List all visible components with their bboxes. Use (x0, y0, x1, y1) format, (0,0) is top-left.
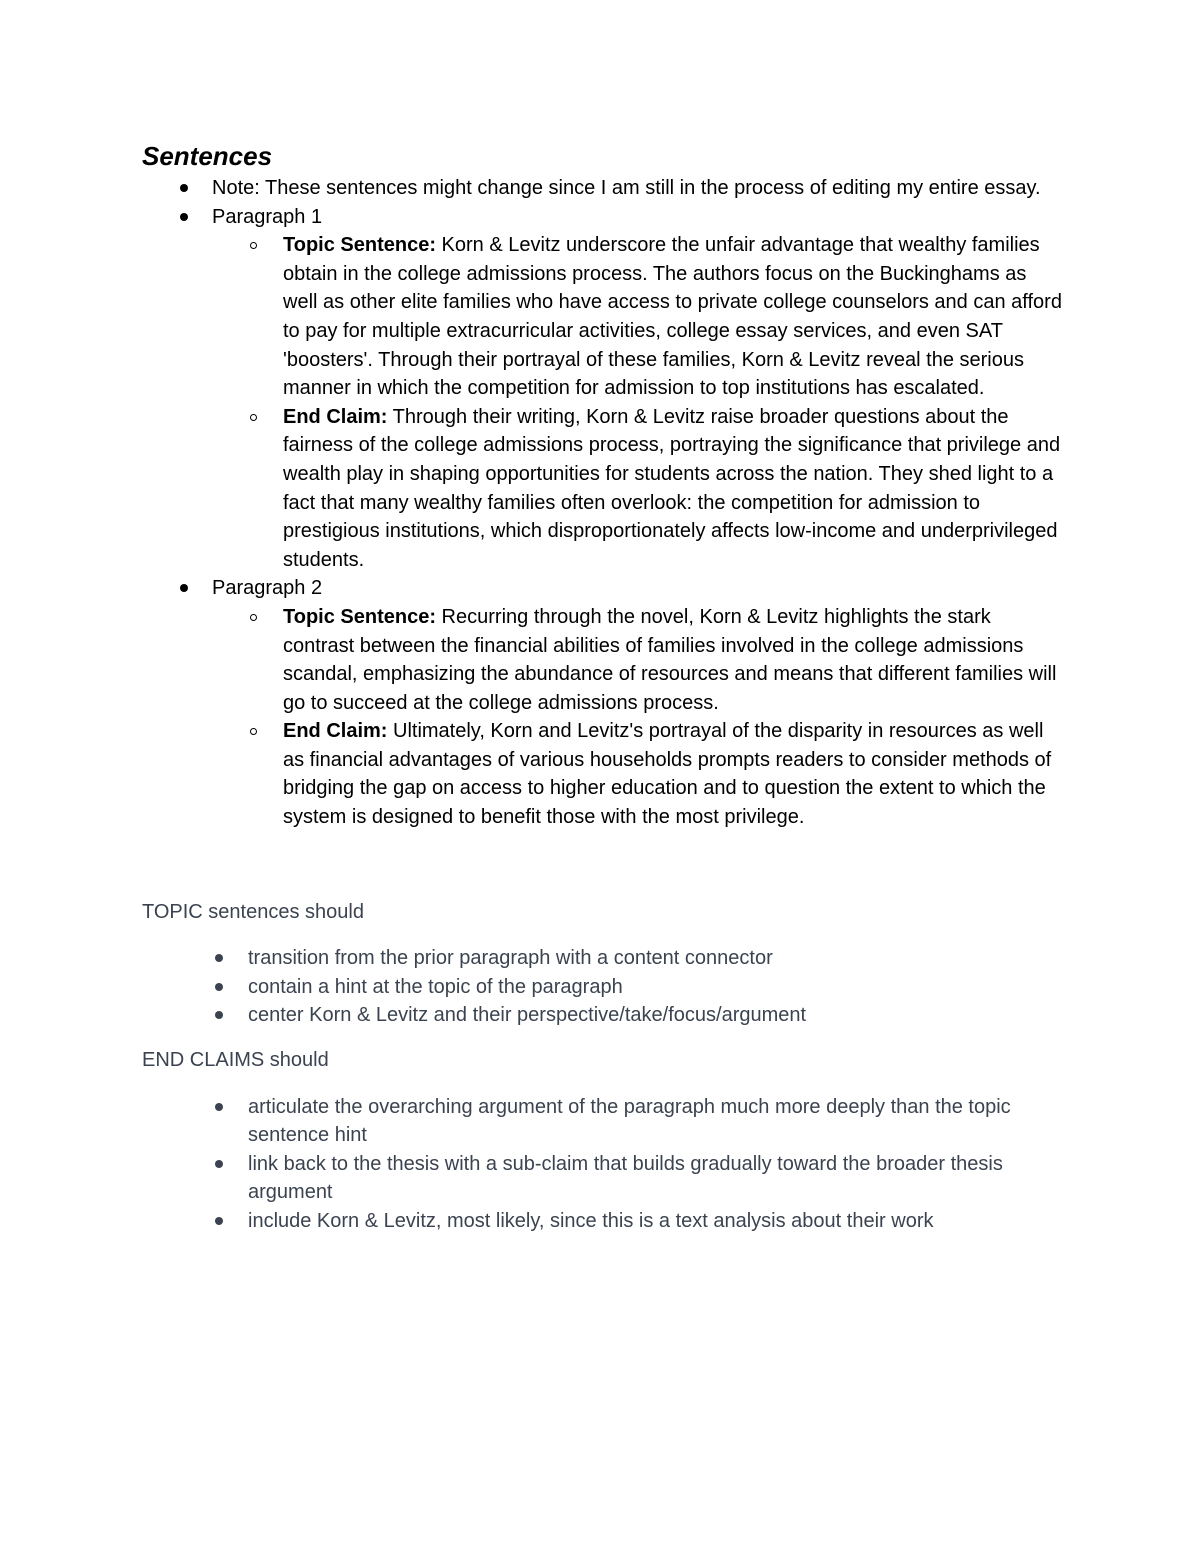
sentences-outline (142, 174, 1062, 832)
paragraph-2-sublist (212, 603, 1062, 832)
paragraph-1-item (142, 203, 1062, 575)
list-item: link back to the thesis with a sub-claim that builds gradually toward the broader thesis argument (142, 1150, 1062, 1207)
topic-guide-heading: TOPIC sentences should (142, 900, 364, 923)
list-item: include Korn & Levitz, most likely, since this is a text analysis about their work (142, 1207, 1062, 1236)
end-guide (142, 1046, 1062, 1236)
paragraph-2-topic-sentence (212, 603, 1062, 717)
list-item: articulate the overarching argument of the paragraph much more deeply than the topic sentence hint (142, 1093, 1062, 1150)
paragraph-2-item (142, 574, 1062, 831)
list-item: transition from the prior paragraph with a content connector (142, 944, 1062, 973)
paragraph-2-label: Paragraph 2 (212, 577, 323, 600)
paragraph-1-topic-sentence (212, 231, 1062, 403)
paragraph-1-sublist (212, 231, 1062, 574)
end-guide-list (142, 1093, 1062, 1236)
topic-sentence-label: Topic Sentence: (283, 605, 436, 628)
topic-guide-list (142, 944, 1062, 1030)
topic-guide (142, 898, 1062, 1030)
document-page (142, 138, 1062, 1252)
paragraph-1-end-claim (212, 403, 1062, 575)
paragraph-1-label: Paragraph 1 (212, 205, 323, 228)
end-claim-text: Through their writing, Korn & Levitz raise broader questions about the fairness of the college admissions process, portraying the significance that privilege and wealth play in shaping opportunities for students across the nation. They shed light to a fact that many wealthy families often overlook: the competition for admission to prestigious institutions, which disproportionately affects low-income and underprivileged students. (283, 405, 1061, 571)
paragraph-2-end-claim (212, 717, 1062, 831)
end-claim-label: End Claim: (283, 720, 388, 743)
page-title: Sentences (142, 141, 273, 171)
topic-sentence-text: Korn & Levitz underscore the unfair advantage that wealthy families obtain in the college admissions process. The authors focus on the Buckinghams as well as other elite families who have access to private college counselors and can afford to pay for multiple extracurricular activities, college essay services, and even SAT 'boosters'. Through their portrayal of these families, Korn & Levitz reveal the serious manner in which the competition for admission to top institutions has escalated. (283, 234, 1062, 400)
end-claim-label: End Claim: (283, 405, 388, 428)
end-guide-heading: END CLAIMS should (142, 1049, 329, 1072)
topic-sentence-label: Topic Sentence: (283, 234, 436, 257)
list-item: center Korn & Levitz and their perspective/take/focus/argument (142, 1001, 1062, 1030)
note-item (142, 174, 1062, 203)
list-item: contain a hint at the topic of the paragraph (142, 973, 1062, 1002)
end-claim-text: Ultimately, Korn and Levitz's portrayal of the disparity in resources as well as financial advantages of various households prompts readers to consider methods of bridging the gap on access to higher education and to question the extent to which the system is designed to benefit those with the most privilege. (283, 720, 1052, 829)
note-text: Note: These sentences might change since I am still in the process of editing my entire essay. (212, 177, 1041, 199)
topic-sentence-text: Recurring through the novel, Korn & Levitz highlights the stark contrast between the financial abilities of families involved in the college admissions scandal, emphasizing the abundance of resources and means that different families will go to succeed at the college admissions process. (283, 605, 1057, 714)
